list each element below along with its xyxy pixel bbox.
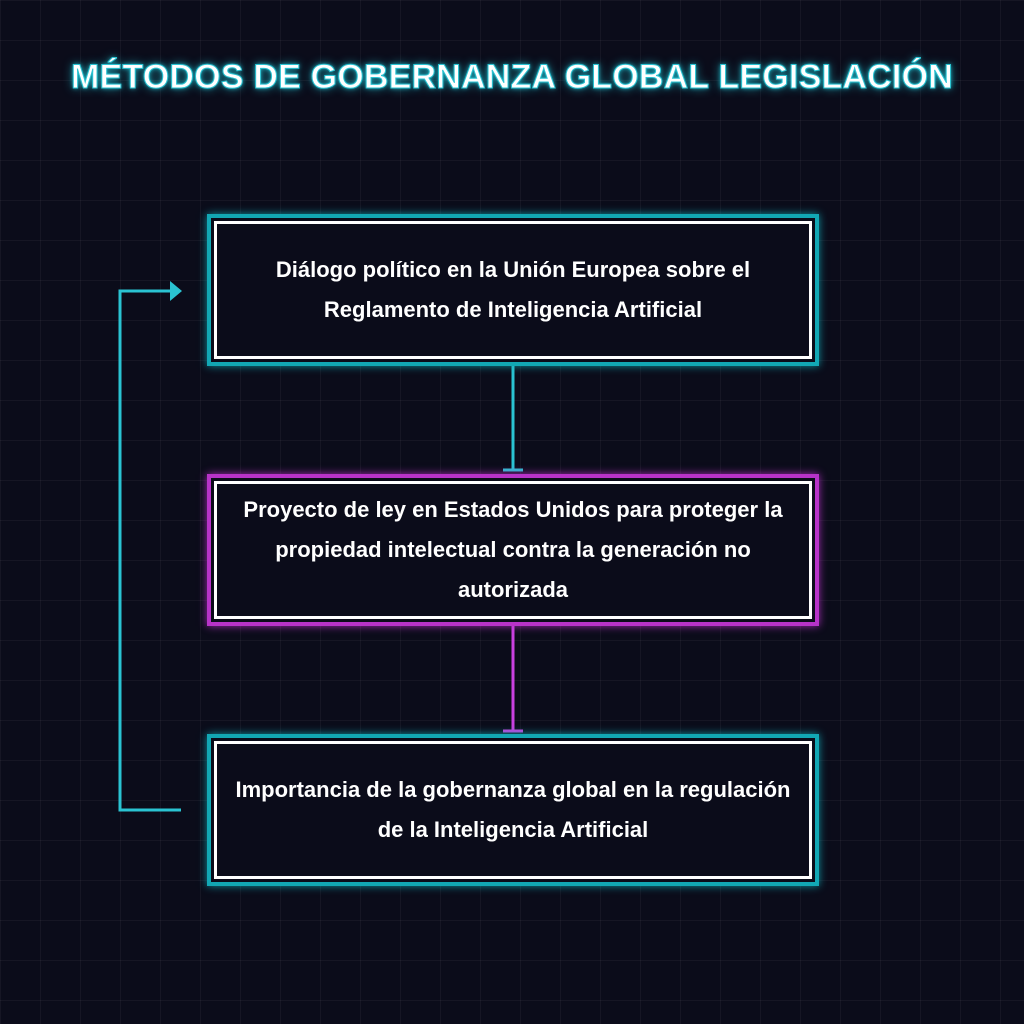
node-label: Diálogo político en la Unión Europea sobre el Reglamento de Inteligencia Artificial [275,257,751,322]
node-global-governance [207,734,819,886]
diagram-title: MÉTODOS DE GOBERNANZA GLOBAL LEGISLACIÓN [71,58,953,96]
node-label: Importancia de la gobernanza global en la regulación de la Inteligencia Artificial [235,777,791,842]
arrow-head-icon [170,281,182,301]
node-label: Proyecto de ley en Estados Unidos para proteger la propiedad intelectual contra la generación no autorizada [243,497,783,602]
node-us-bill [207,474,819,626]
node-eu-dialogue [207,214,819,366]
edge-n2-n3 [503,626,523,731]
edge-n1-n2 [503,366,523,470]
edge-n3-n1-feedback [120,281,182,810]
